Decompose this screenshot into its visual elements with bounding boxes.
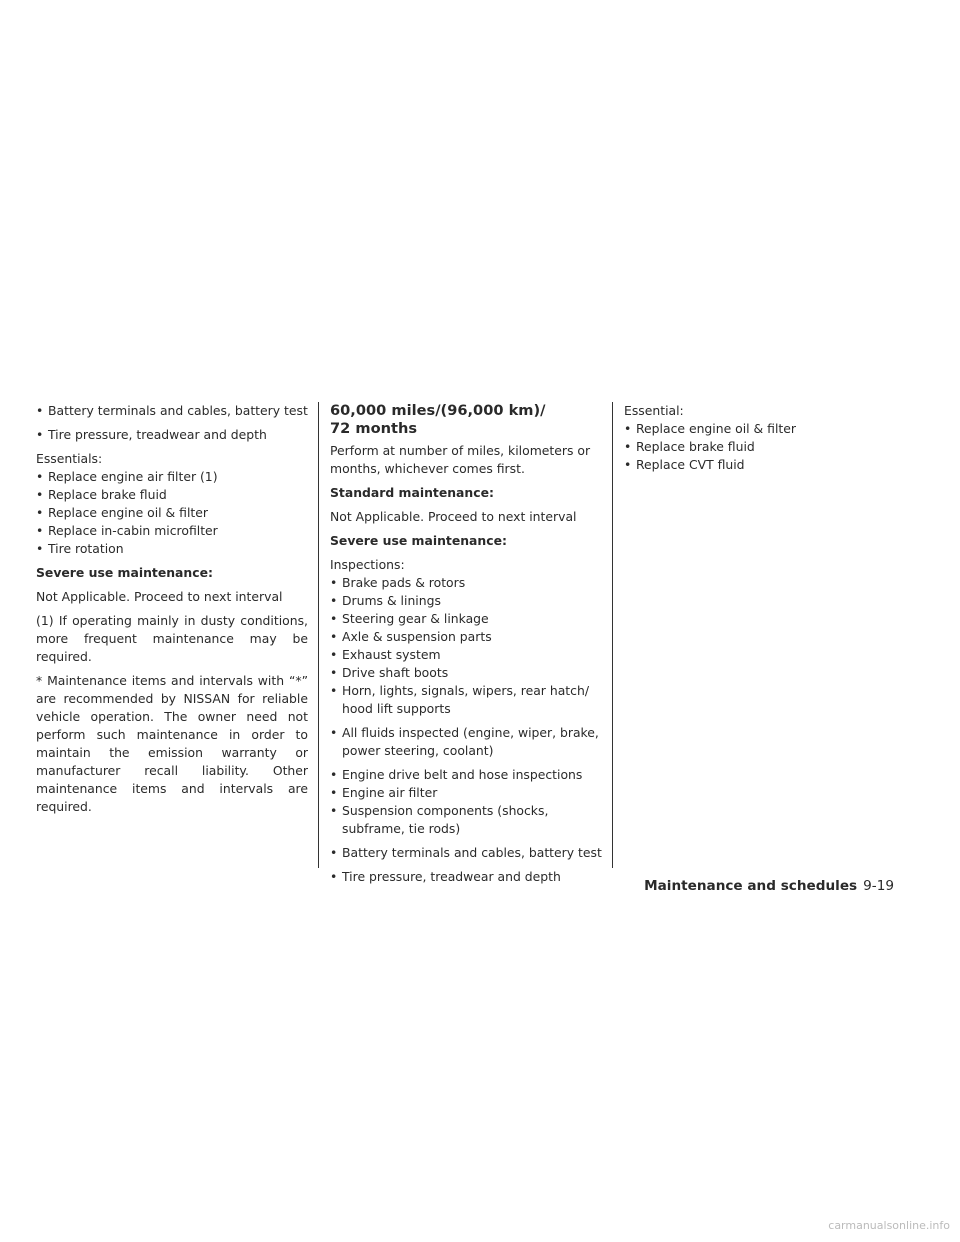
- severe-text: Not Applicable. Proceed to next interval: [36, 589, 283, 604]
- watermark: carmanualsonline.info: [828, 1219, 950, 1232]
- list-item: • Replace in-cabin microfilter: [36, 522, 308, 540]
- column-2: [330, 402, 602, 886]
- list-item: • All fluids inspected (engine, wiper, brake, power steering, coolant): [330, 724, 602, 760]
- list-item: • Battery terminals and cables, battery test: [330, 844, 602, 862]
- column-divider-1: [318, 402, 319, 868]
- list-item: • Replace engine oil & filter: [624, 420, 896, 438]
- footnote-1: (1) If operating mainly in dusty conditions, more frequent maintenance may be required.: [36, 613, 308, 664]
- interval-heading: [330, 402, 602, 438]
- list-item: • Horn, lights, signals, wipers, rear hatch/ hood lift supports: [330, 682, 602, 718]
- list-item: • Replace brake fluid: [36, 486, 308, 504]
- list-item: • Tire pressure, treadwear and depth: [36, 426, 308, 444]
- page-number: 9-19: [863, 878, 894, 894]
- list-item: • Tire rotation: [36, 540, 308, 558]
- interval-heading-line2: 72 months: [330, 420, 418, 437]
- interval-heading-line1: 60,000 miles/(96,000 km)/: [330, 402, 546, 419]
- inspections-label: Inspections:: [330, 557, 405, 572]
- list-item: • Drive shaft boots: [330, 664, 602, 682]
- page-footer: [644, 878, 894, 894]
- inspections-list: [330, 574, 602, 886]
- list-item: • Suspension components (shocks, subframe, tie rods): [330, 802, 602, 838]
- severe-heading: Severe use maintenance:: [330, 533, 507, 548]
- footer-section-title: Maintenance and schedules: [644, 878, 858, 894]
- list-item: • Engine drive belt and hose inspections: [330, 766, 602, 784]
- list-item: • Drums & linings: [330, 592, 602, 610]
- list-item: • Steering gear & linkage: [330, 610, 602, 628]
- list-item: • Brake pads & rotors: [330, 574, 602, 592]
- list-item: • Axle & suspension parts: [330, 628, 602, 646]
- footnote-2: * Maintenance items and intervals with “*” are recommended by NISSAN for reliable vehicle operation. The owner need not perform such maintenance in order to maintain the emission warranty or manufacturer recall liability. Other maintenance items and intervals are required.: [36, 673, 308, 814]
- essentials-list: [36, 468, 308, 558]
- severe-heading: Severe use maintenance:: [36, 565, 213, 580]
- list-item: • Replace engine air filter (1): [36, 468, 308, 486]
- list-item: • Battery terminals and cables, battery test: [36, 402, 308, 420]
- list-item: • Engine air filter: [330, 784, 602, 802]
- essentials-label: Essentials:: [36, 451, 103, 466]
- column-divider-2: [612, 402, 613, 868]
- standard-text: Not Applicable. Proceed to next interval: [330, 509, 577, 524]
- standard-heading: Standard maintenance:: [330, 485, 494, 500]
- essential-label: Essential:: [624, 403, 684, 418]
- essential-list: [624, 420, 896, 474]
- interval-intro: Perform at number of miles, kilometers or months, whichever comes first.: [330, 443, 591, 476]
- list-item: • Tire pressure, treadwear and depth: [330, 868, 602, 886]
- list-item: • Exhaust system: [330, 646, 602, 664]
- column-1: [36, 402, 308, 816]
- list-item: • Replace brake fluid: [624, 438, 896, 456]
- top-list: [36, 402, 308, 444]
- list-item: • Replace CVT fluid: [624, 456, 896, 474]
- column-3: [624, 402, 896, 474]
- list-item: • Replace engine oil & filter: [36, 504, 308, 522]
